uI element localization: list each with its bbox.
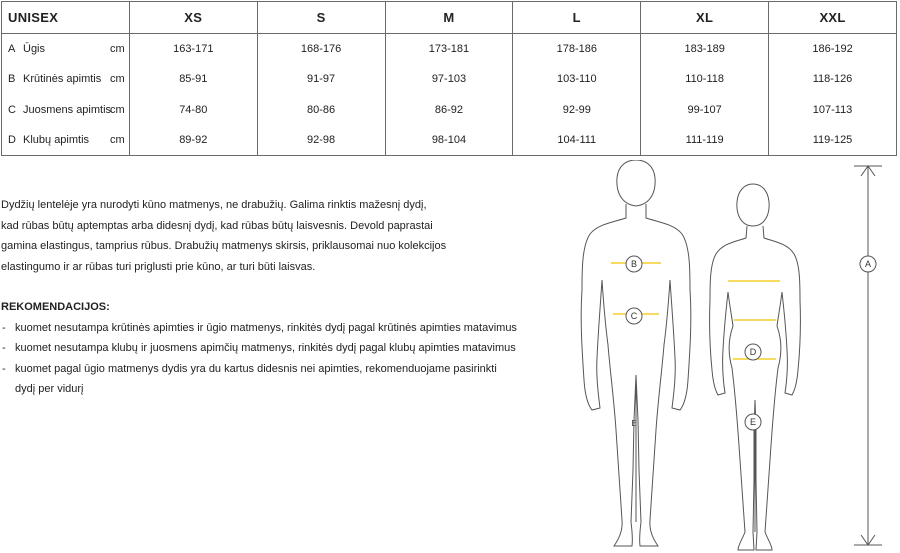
row-name: Klubų apimtis xyxy=(23,133,90,146)
marker-b-label: B xyxy=(630,259,638,269)
table-row-waist xyxy=(2,94,897,124)
list-item: - kuomet nesutampa krūtinės apimties ir ūgio matmenys, rinkitės dydį pagal krūtinės apimties matavimus xyxy=(1,318,561,339)
table-row-hips xyxy=(2,125,897,156)
header-size-xxl: XXL xyxy=(769,2,897,34)
header-size-l: L xyxy=(513,2,641,34)
row-name: Ūgis xyxy=(23,43,46,56)
table-cell: 86-92 xyxy=(385,94,513,124)
table-row-height xyxy=(2,34,897,65)
table-cell: 89-92 xyxy=(129,125,257,156)
table-cell: 97-103 xyxy=(385,64,513,94)
header-size-xs: XS xyxy=(129,2,257,34)
table-cell: 104-111 xyxy=(513,125,641,156)
row-letter: A xyxy=(8,43,16,56)
header-unisex: UNISEX xyxy=(2,2,130,34)
row-unit: cm xyxy=(110,73,125,86)
table-cell: 111-119 xyxy=(641,125,769,156)
row-label xyxy=(2,64,130,94)
row-label xyxy=(2,94,130,124)
recommendations-list xyxy=(1,318,561,380)
table-cell: 163-171 xyxy=(129,34,257,65)
table-cell: 186-192 xyxy=(769,34,897,65)
list-item: - kuomet pagal ūgio matmenys dydis yra du kartus didesnis nei apimties, rekomenduojame pasirinkti xyxy=(1,359,561,380)
row-name: Krūtinės apimtis xyxy=(23,73,102,86)
info-line: kad rūbas būtų aptemptas arba didesnį dydį, kad rūbas būtų laisvesnis. Devold paprastai xyxy=(1,219,433,232)
header-size-m: M xyxy=(385,2,513,34)
table-cell: 92-98 xyxy=(257,125,385,156)
marker-d-label: D xyxy=(749,347,757,357)
size-table-header xyxy=(2,2,897,34)
size-info xyxy=(1,195,561,400)
header-size-s: S xyxy=(257,2,385,34)
info-line: elastingumo ir ar rūbas turi priglusti prie kūno, ar turi būti laisvas. xyxy=(1,260,316,273)
table-cell: 173-181 xyxy=(385,34,513,65)
row-label xyxy=(2,125,130,156)
row-letter: B xyxy=(8,73,16,86)
table-cell: 178-186 xyxy=(513,34,641,65)
table-cell: 168-176 xyxy=(257,34,385,65)
table-cell: 110-118 xyxy=(641,64,769,94)
row-letter: D xyxy=(8,133,16,146)
table-cell: 118-126 xyxy=(769,64,897,94)
row-letter: C xyxy=(8,103,16,116)
table-cell: 107-113 xyxy=(769,94,897,124)
size-table xyxy=(1,1,897,156)
table-cell: 91-97 xyxy=(257,64,385,94)
marker-c-label: C xyxy=(630,311,638,321)
table-cell: 183-189 xyxy=(641,34,769,65)
table-cell: 80-86 xyxy=(257,94,385,124)
row-unit: cm xyxy=(110,133,125,146)
recommendations-title: REKOMENDACIJOS: xyxy=(1,301,110,313)
info-line: gamina elastingus, tamprius rūbus. Drabužių matmenys skirsis, priklausomai nuo kolekcijos xyxy=(1,240,447,252)
table-cell: 92-99 xyxy=(513,94,641,124)
row-unit: cm xyxy=(110,103,125,116)
info-line: Dydžių lentelėje yra nurodyti kūno matmenys, ne drabužių. Galima rinktis mažesnį dydį, xyxy=(1,199,427,211)
body-measurement-figure xyxy=(570,160,900,553)
table-cell: 74-80 xyxy=(129,94,257,124)
marker-a-label: A xyxy=(864,259,872,269)
table-row-chest xyxy=(2,64,897,94)
height-arrow xyxy=(854,166,882,545)
table-cell: 98-104 xyxy=(385,125,513,156)
table-cell: 119-125 xyxy=(769,125,897,156)
table-cell: 85-91 xyxy=(129,64,257,94)
list-item: - kuomet nesutampa klubų ir juosmens apimčių matmenys, rinkitės dydį pagal klubų apimties matavimus xyxy=(1,338,561,359)
row-label xyxy=(2,34,130,65)
row-name: Juosmens apimtis xyxy=(23,103,112,116)
marker-e-male-label: E xyxy=(631,419,637,428)
marker-e-female-label: E xyxy=(749,417,757,427)
row-unit: cm xyxy=(110,43,125,56)
table-cell: 103-110 xyxy=(513,64,641,94)
table-cell: 99-107 xyxy=(641,94,769,124)
header-size-xl: XL xyxy=(641,2,769,34)
list-item-continuation: dydį per vidurį xyxy=(15,383,84,395)
